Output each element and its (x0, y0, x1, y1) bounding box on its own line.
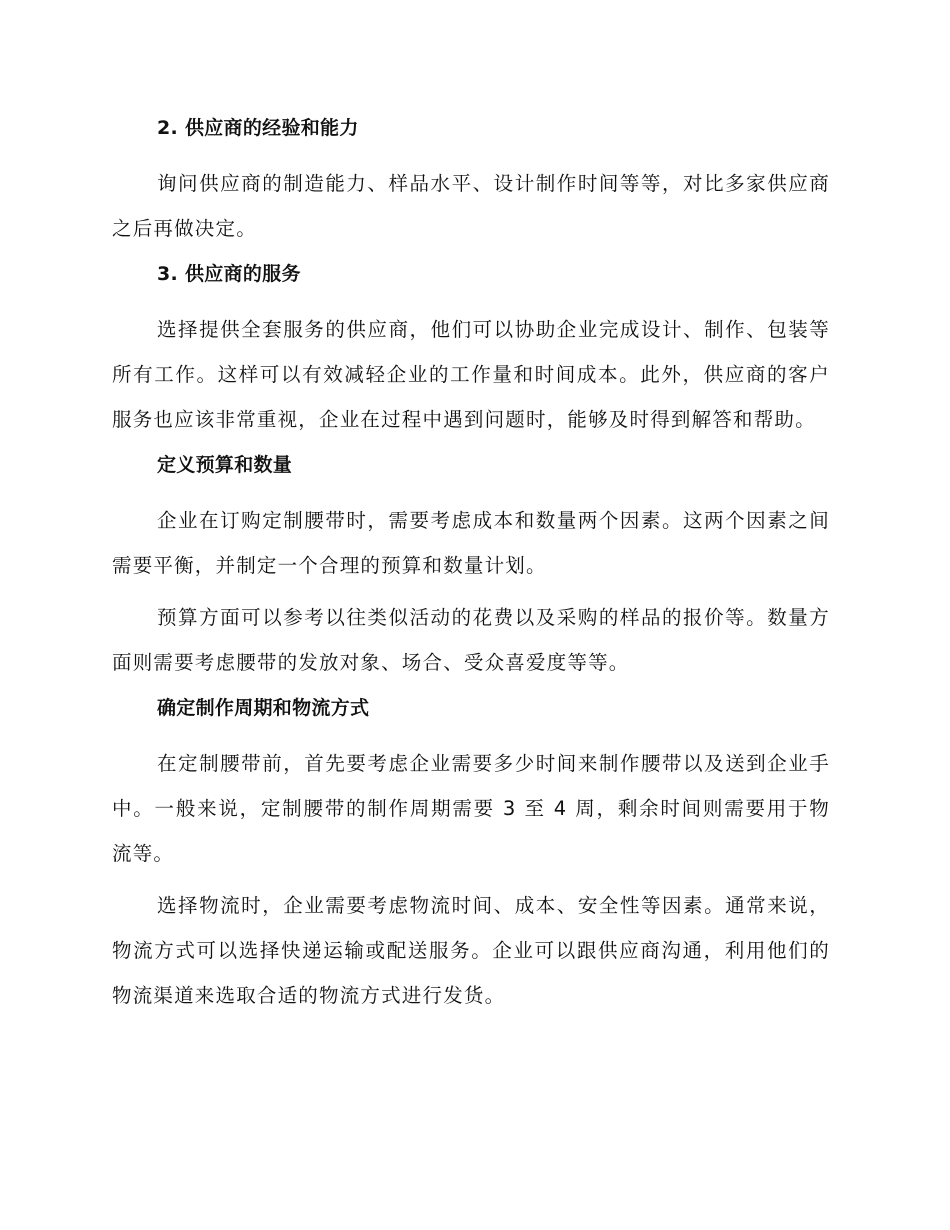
paragraph-production-logistics-1: 在定制腰带前，首先要考虑企业需要多少时间来制作腰带以及送到企业手中。一般来说，定制腰带的制作周期需要 3 至 4 周，剩余时间则需要用于物流等。 (112, 752, 830, 865)
paragraph-supplier-service: 选择提供全套服务的供应商，他们可以协助企业完成设计、制作、包装等所有工作。这样可以有效减轻企业的工作量和时间成本。此外，供应商的客户服务也应该非常重视，企业在过程中遇到问题时，能够及时得到解答和帮助。 (112, 318, 830, 431)
paragraph-production-logistics-2: 选择物流时，企业需要考虑物流时间、成本、安全性等因素。通常来说，物流方式可以选择快递运输或配送服务。企业可以跟供应商沟通，利用他们的物流渠道来选取合适的物流方式进行发货。 (112, 894, 830, 1007)
document-body (112, 112, 830, 1018)
section-heading-supplier-service: 3. 供应商的服务 (157, 263, 301, 285)
section-heading-supplier-experience: 2. 供应商的经验和能力 (157, 117, 359, 139)
paragraph-budget-quantity-2: 预算方面可以参考以往类似活动的花费以及采购的样品的报价等。数量方面则需要考虑腰带的发放对象、场合、受众喜爱度等等。 (112, 606, 830, 674)
paragraph-supplier-experience: 询问供应商的制造能力、样品水平、设计制作时间等等，对比多家供应商之后再做决定。 (112, 172, 830, 240)
section-heading-budget-quantity: 定义预算和数量 (157, 454, 293, 476)
section-heading-production-logistics: 确定制作周期和物流方式 (157, 697, 370, 719)
paragraph-budget-quantity-1: 企业在订购定制腰带时，需要考虑成本和数量两个因素。这两个因素之间需要平衡，并制定一个合理的预算和数量计划。 (112, 509, 830, 577)
